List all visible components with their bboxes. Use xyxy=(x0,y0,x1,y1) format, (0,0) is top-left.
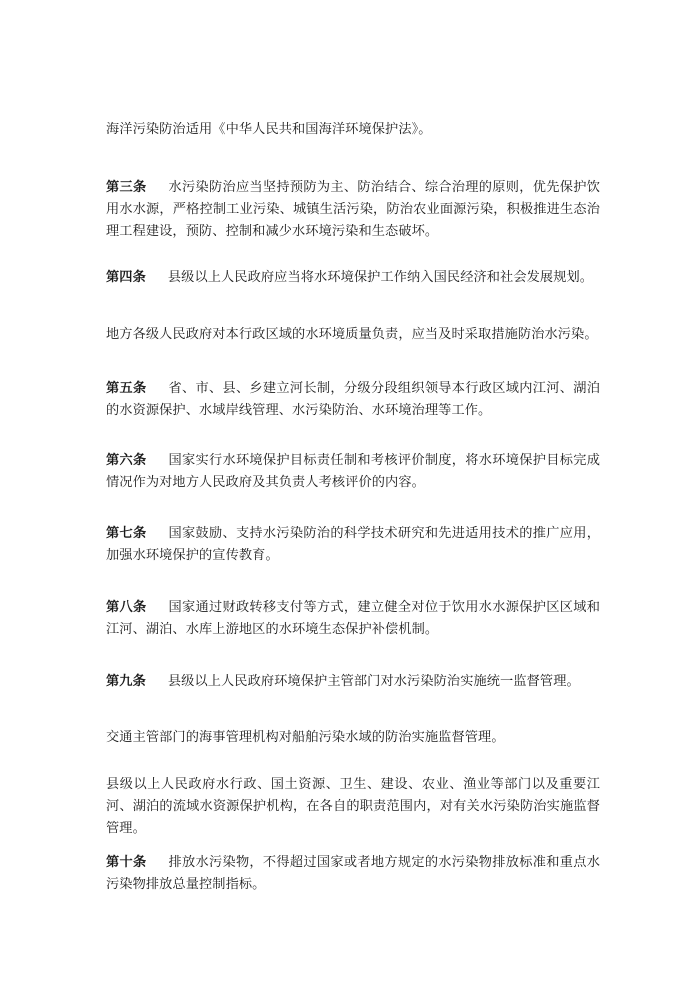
article-7-paragraph xyxy=(106,523,600,567)
paragraph xyxy=(106,119,600,141)
paragraph-text: 省、市、县、乡建立河长制，分级分段组织领导本行政区域内江河、湖泊的水资源保护、水域岸线管理、水污染防治、水环境治理等工作。 xyxy=(106,381,600,418)
paragraph-text: 县级以上人民政府环境保护主管部门对水污染防治实施统一监督管理。 xyxy=(167,674,580,689)
paragraph-text: 排放水污染物，不得超过国家或者地方规定的水污染物排放标准和重点水污染物排放总量控制指标。 xyxy=(106,855,600,892)
paragraph-text: 国家实行水环境保护目标责任制和考核评价制度，将水环境保护目标完成情况作为对地方人民政府及其负责人考核评价的内容。 xyxy=(106,453,600,490)
paragraph-text: 地方各级人民政府对本行政区域的水环境质量负责，应当及时采取措施防治水污染。 xyxy=(106,327,598,342)
paragraph xyxy=(106,727,600,749)
article-10-paragraph xyxy=(106,852,600,896)
paragraph-text: 县级以上人民政府应当将水环境保护工作纳入国民经济和社会发展规划。 xyxy=(167,270,594,285)
article-number: 第三条 xyxy=(106,180,147,195)
paragraph-text: 海洋污染防治适用《中华人民共和国海洋环境保护法》。 xyxy=(106,122,432,137)
article-8-paragraph xyxy=(106,597,600,641)
article-6-paragraph xyxy=(106,450,600,494)
paragraph-text: 国家鼓励、支持水污染防治的科学技术研究和先进适用技术的推广应用，加强水环境保护的宣传教育。 xyxy=(106,526,600,563)
article-number: 第八条 xyxy=(106,600,147,615)
paragraph-text: 水污染防治应当坚持预防为主、防治结合、综合治理的原则，优先保护饮用水水源，严格控制工业污染、城镇生活污染，防治农业面源污染，积极推进生态治理工程建设，预防、控制和减少水环境污染和生态破坏。 xyxy=(106,180,600,239)
article-number: 第九条 xyxy=(106,674,146,689)
article-number: 第十条 xyxy=(106,855,147,870)
paragraph xyxy=(106,324,600,346)
article-number: 第四条 xyxy=(106,270,146,285)
paragraph xyxy=(106,774,600,840)
article-3-paragraph xyxy=(106,177,600,243)
paragraph-text: 国家通过财政转移支付等方式，建立健全对位于饮用水水源保护区区域和江河、湖泊、水库上游地区的水环境生态保护补偿机制。 xyxy=(106,600,600,637)
paragraph-text: 交通主管部门的海事管理机构对船舶污染水域的防治实施监督管理。 xyxy=(106,730,505,745)
article-number: 第五条 xyxy=(106,381,147,396)
paragraph-text: 县级以上人民政府水行政、国土资源、卫生、建设、农业、渔业等部门以及重要江河、湖泊的流域水资源保护机构，在各自的职责范围内，对有关水污染防治实施监督管理。 xyxy=(106,777,600,836)
article-9-paragraph xyxy=(106,671,600,693)
article-5-paragraph xyxy=(106,378,600,422)
article-number: 第六条 xyxy=(106,453,147,468)
article-number: 第七条 xyxy=(106,526,147,541)
article-4-paragraph xyxy=(106,267,600,289)
